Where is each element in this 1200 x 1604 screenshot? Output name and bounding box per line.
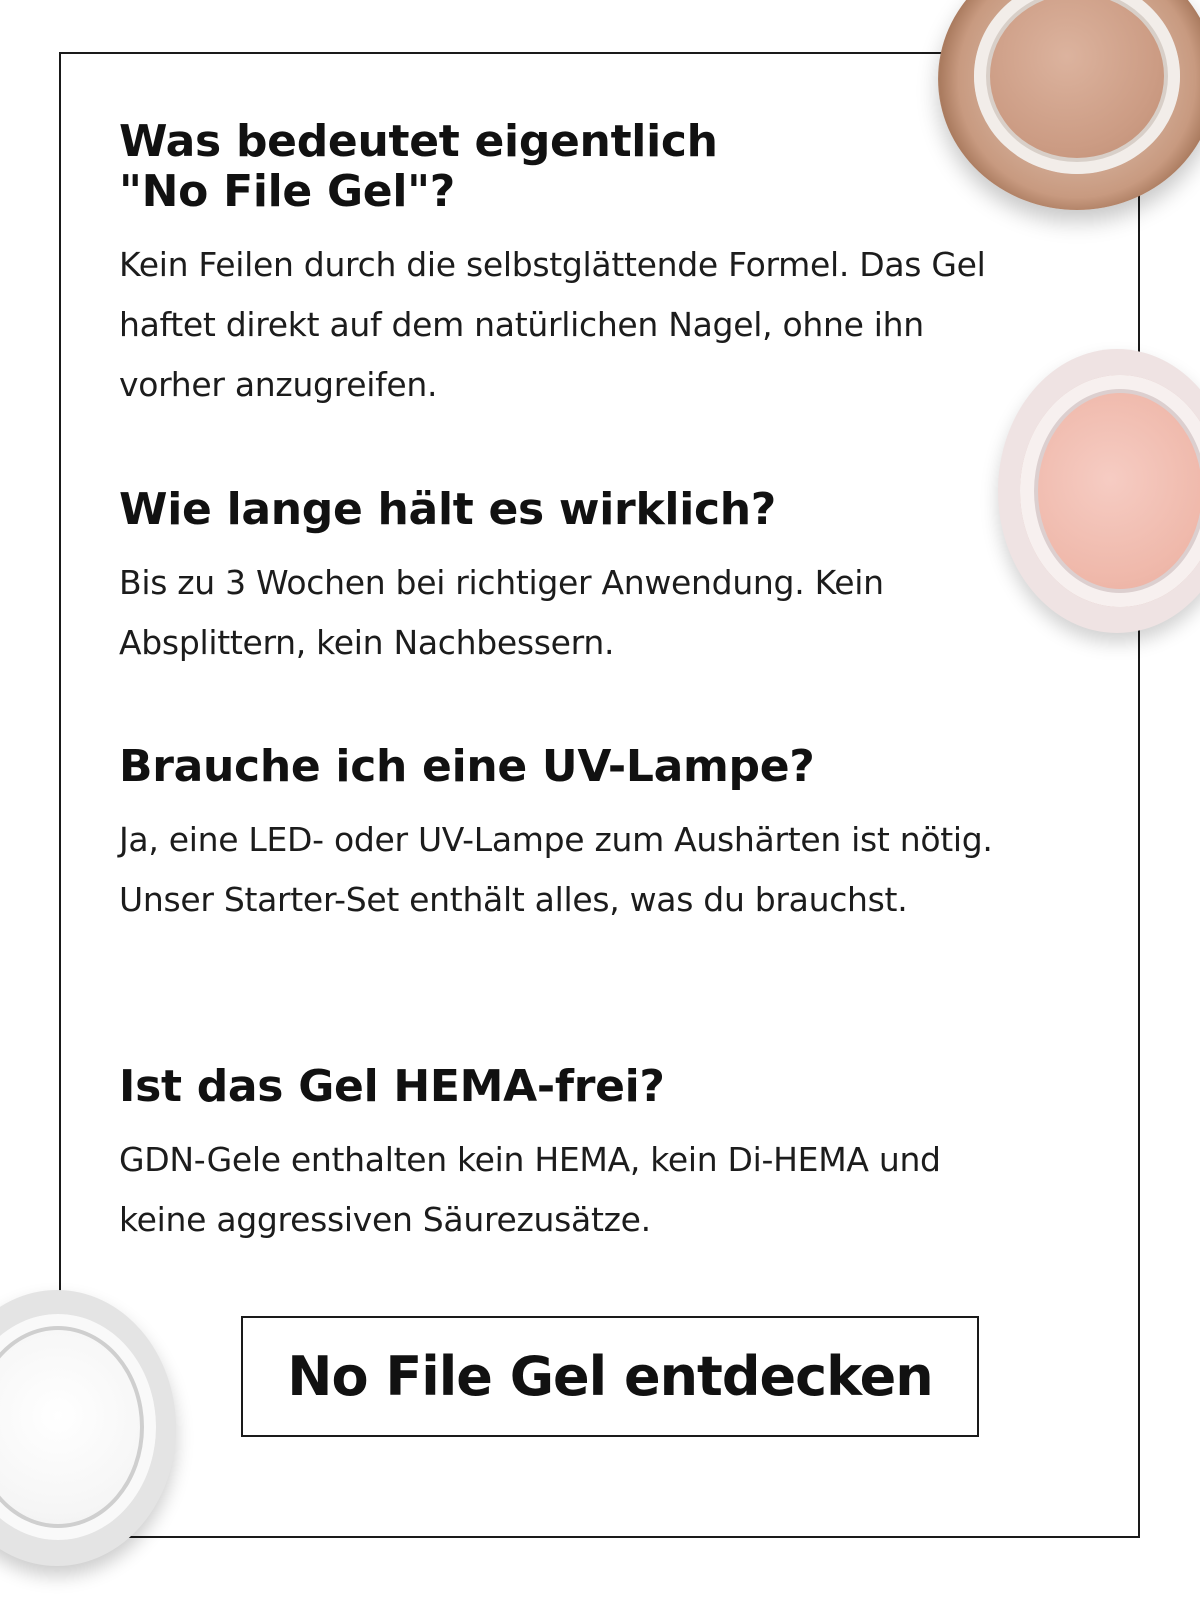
faq-answer: GDN-Gele enthalten kein HEMA, kein Di-HEMA und keine aggressiven Säurezusätze.	[119, 1140, 941, 1239]
discover-no-file-gel-button[interactable]: No File Gel entdecken	[241, 1316, 979, 1437]
faq-answer: Kein Feilen durch die selbstglättende Formel. Das Gel haftet direkt auf dem natürlichen Nagel, ohne ihn vorher anzugreifen.	[119, 245, 986, 404]
faq-answer: Bis zu 3 Wochen bei richtiger Anwendung. Kein Absplittern, kein Nachbessern.	[119, 563, 884, 662]
faq-item-uv-lamp	[119, 742, 1019, 930]
faq-question: Ist das Gel HEMA-frei?	[119, 1061, 665, 1112]
faq-item-no-file-gel	[119, 117, 1019, 415]
faq-question: Brauche ich eine UV-Lampe?	[119, 741, 815, 792]
faq-item-hema-free	[119, 1062, 1019, 1250]
faq-question: Wie lange hält es wirklich?	[119, 484, 777, 535]
faq-question: Was bedeutet eigentlich "No File Gel"?	[119, 116, 718, 217]
faq-answer: Ja, eine LED- oder UV-Lampe zum Aushärten ist nötig. Unser Starter-Set enthält alles, was du brauchst.	[119, 820, 993, 919]
faq-item-durability	[119, 485, 1019, 673]
